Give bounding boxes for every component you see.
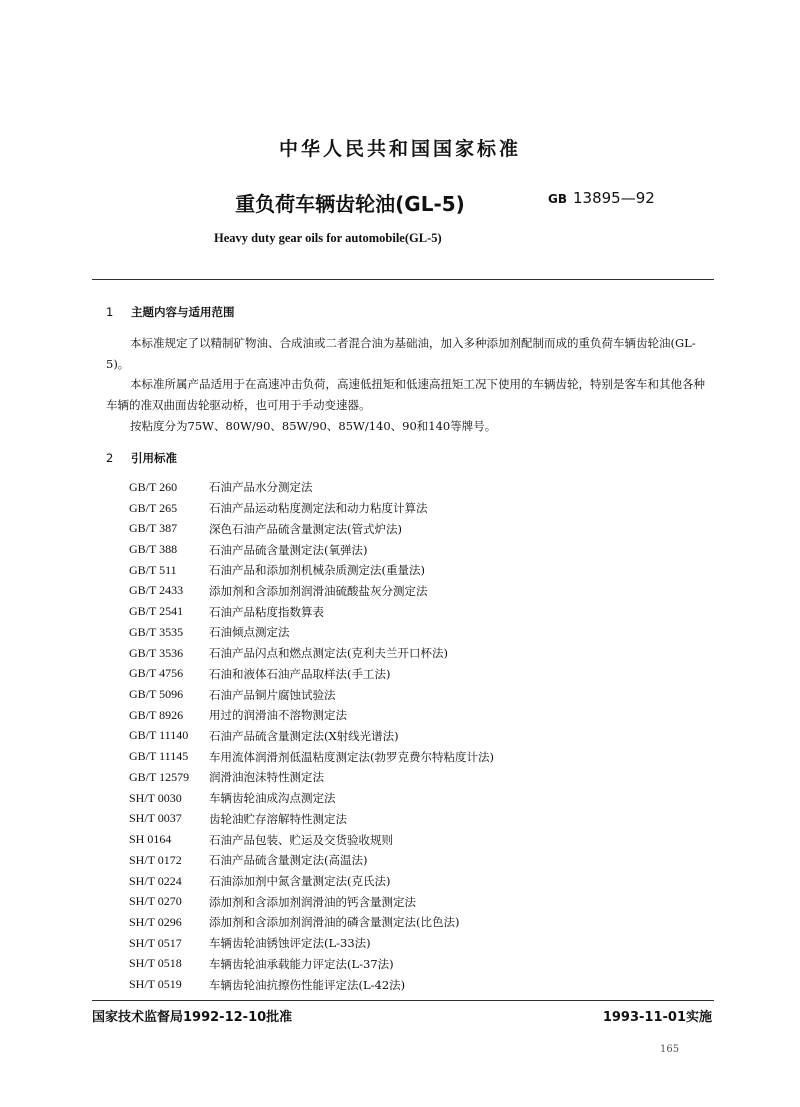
reference-code: SH/T 0037 [129,811,182,826]
reference-code: GB/T 12579 [129,769,190,784]
reference-code: GB/T 5096 [129,687,184,702]
reference-name: 石油产品铜片腐蚀试验法 [209,687,336,702]
reference-code: SH 0164 [129,832,172,847]
reference-item [106,746,710,767]
reference-name: 添加剂和含添加剂润滑油硫酸盐灰分测定法 [209,583,428,598]
reference-name: 深色石油产品硫含量测定法(管式炉法) [209,521,402,536]
section-number: 2 [106,451,114,465]
approval-date: 国家技术监督局1992-12-10批准 [92,1010,293,1025]
reference-item [106,933,710,954]
reference-name: 添加剂和含添加剂润滑油的磷含量测定法(比色法) [209,915,460,930]
reference-item [106,829,710,850]
reference-code: SH/T 0296 [129,914,182,929]
reference-name: 车辆齿轮油抗擦伤性能评定法(L-42法) [209,977,406,992]
reference-list [106,477,710,995]
footer-divider [92,1000,714,1001]
reference-item [106,560,710,581]
reference-code: GB/T 387 [129,521,178,536]
reference-item [106,850,710,871]
reference-code: SH/T 0519 [129,977,182,992]
reference-name: 石油倾点测定法 [209,625,290,640]
reference-item [106,622,710,643]
reference-item [106,498,710,519]
reference-name: 石油添加剂中氮含量测定法(克氏法) [209,874,391,889]
reference-item [106,539,710,560]
reference-item [106,809,710,830]
reference-name: 添加剂和含添加剂润滑油的钙含量测定法 [209,894,416,909]
reference-code: SH/T 0030 [129,790,182,805]
reference-name: 用过的润滑油不溶物测定法 [209,708,347,723]
reference-code: GB/T 11140 [129,728,189,743]
effective-date: 1993-11-01实施 [602,1010,712,1025]
reference-item [106,643,710,664]
reference-code: SH/T 0224 [129,873,182,888]
reference-item [106,891,710,912]
reference-item [106,726,710,747]
section-1-paragraph-2: 本标准所属产品适用于在高速冲击负荷，高速低扭矩和低速高扭矩工况下使用的车辆齿轮，特别是客车和其他各种车辆的准双曲面齿轮驱动桥，也可用于手动变速器。 [106,377,705,412]
reference-name: 车辆齿轮油锈蚀评定法(L-33法) [209,936,371,951]
reference-code: SH/T 0517 [129,935,182,950]
reference-code: GB/T 511 [129,562,177,577]
reference-code: GB/T 2433 [129,583,184,598]
reference-code: GB/T 265 [129,500,178,515]
section-1-heading [106,304,235,320]
section-2-heading [106,450,177,466]
standard-prefix: GB [548,192,567,206]
section-1-paragraph-3: 按粘度分为75W、80W/90、85W/90、85W/140、90和140等牌号。 [130,419,497,433]
section-title: 主题内容与适用范围 [131,305,235,319]
standard-number [548,189,655,207]
reference-item [106,663,710,684]
reference-item [106,705,710,726]
reference-name: 石油产品和添加剂机械杂质测定法(重量法) [209,563,425,578]
reference-item [106,767,710,788]
reference-name: 齿轮油贮存溶解特性测定法 [209,811,347,826]
reference-name: 车辆齿轮油承载能力评定法(L-37法) [209,956,394,971]
page-number: 165 [660,1044,680,1055]
reference-name: 车用流体润滑剂低温粘度测定法(勃罗克费尔特粘度计法) [209,749,494,764]
standard-number-value: 13895—92 [573,189,655,207]
reference-code: SH/T 0270 [129,894,182,909]
english-title: Heavy duty gear oils for automobile(GL-5) [214,231,442,245]
reference-name: 石油产品粘度指数算表 [209,604,324,619]
reference-code: GB/T 11145 [129,749,189,764]
reference-item [106,684,710,705]
reference-name: 石油产品硫含量测定法(X射线光谱法) [209,728,399,743]
national-standard-heading: 中华人民共和国国家标准 [278,138,521,160]
reference-item [106,954,710,975]
reference-code: GB/T 388 [129,542,178,557]
reference-name: 润滑油泡沫特性测定法 [209,770,324,785]
reference-name: 石油和液体石油产品取样法(手工法) [209,666,391,681]
reference-item [106,871,710,892]
reference-item [106,601,710,622]
section-number: 1 [106,305,114,319]
section-title: 引用标准 [131,451,177,465]
header-divider [92,279,714,280]
reference-code: SH/T 0518 [129,956,182,971]
reference-item [106,518,710,539]
reference-code: GB/T 4756 [129,666,184,681]
reference-code: GB/T 3535 [129,624,184,639]
reference-name: 石油产品硫含量测定法(高温法) [209,853,368,868]
reference-code: GB/T 3536 [129,645,184,660]
reference-code: GB/T 260 [129,479,178,494]
section-1-paragraph-1: 本标准规定了以精制矿物油、合成油或二者混合油为基础油，加入多种添加剂配制而成的重负荷车辆齿轮油(GL-5)。 [106,336,696,371]
reference-item [106,788,710,809]
reference-name: 石油产品包装、贮运及交货验收规则 [209,832,393,847]
reference-item [106,581,710,602]
reference-name: 石油产品硫含量测定法(氧弹法) [209,542,368,557]
reference-name: 石油产品闪点和燃点测定法(克利夫兰开口杯法) [209,646,448,661]
reference-code: GB/T 2541 [129,604,184,619]
reference-name: 石油产品水分测定法 [209,480,313,495]
document-title: 重负荷车辆齿轮油(GL-5) [235,192,465,216]
reference-item [106,974,710,995]
reference-code: GB/T 8926 [129,707,184,722]
reference-name: 石油产品运动粘度测定法和动力粘度计算法 [209,501,428,516]
reference-item [106,477,710,498]
reference-name: 车辆齿轮油成沟点测定法 [209,791,336,806]
reference-code: SH/T 0172 [129,852,182,867]
reference-item [106,912,710,933]
